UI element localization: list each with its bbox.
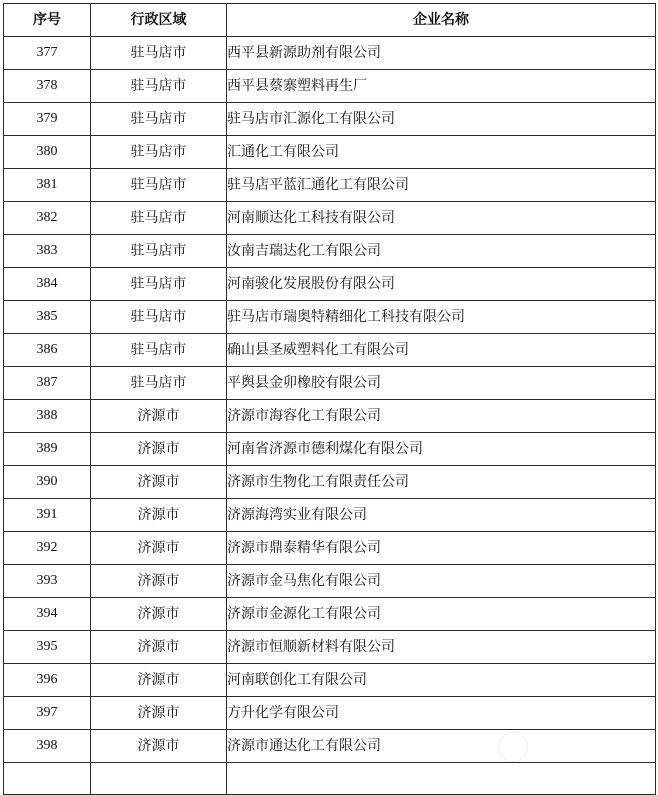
watermark-mark [498, 732, 528, 762]
row-region: 济源市 [91, 433, 227, 466]
header-company-name: 企业名称 [227, 4, 656, 37]
table-row [4, 268, 656, 301]
row-company-name: 济源市鼎泰精华有限公司 [227, 532, 656, 565]
row-company-name: 平舆县金卯橡胶有限公司 [227, 367, 656, 400]
row-region: 驻马店市 [91, 70, 227, 103]
table-row [4, 433, 656, 466]
row-company-name: 济源市金马焦化有限公司 [227, 565, 656, 598]
row-region: 济源市 [91, 466, 227, 499]
row-serial-number: 378 [4, 70, 91, 103]
table-row [4, 136, 656, 169]
row-region: 济源市 [91, 664, 227, 697]
row-company-name: 河南顺达化工科技有限公司 [227, 202, 656, 235]
row-serial-number: 386 [4, 334, 91, 367]
row-serial-number: 389 [4, 433, 91, 466]
row-company-name: 驻马店市瑞奥特精细化工科技有限公司 [227, 301, 656, 334]
table-row [4, 235, 656, 268]
row-region: 济源市 [91, 631, 227, 664]
row-company-name: 驻马店市汇源化工有限公司 [227, 103, 656, 136]
row-region: 济源市 [91, 499, 227, 532]
row-region: 驻马店市 [91, 334, 227, 367]
row-serial-number: 381 [4, 169, 91, 202]
table-row [4, 334, 656, 367]
row-serial-number: 390 [4, 466, 91, 499]
row-region: 驻马店市 [91, 136, 227, 169]
row-region: 驻马店市 [91, 103, 227, 136]
row-serial-number: 387 [4, 367, 91, 400]
row-serial-number: 394 [4, 598, 91, 631]
row-region: 济源市 [91, 400, 227, 433]
table-row [4, 631, 656, 664]
row-company-name: 济源市生物化工有限责任公司 [227, 466, 656, 499]
row-serial-number: 383 [4, 235, 91, 268]
row-serial-number [4, 763, 91, 795]
row-serial-number: 385 [4, 301, 91, 334]
table-row [4, 301, 656, 334]
row-serial-number: 379 [4, 103, 91, 136]
row-serial-number: 382 [4, 202, 91, 235]
row-serial-number: 395 [4, 631, 91, 664]
table-row [4, 103, 656, 136]
row-serial-number: 397 [4, 697, 91, 730]
table-row [4, 730, 656, 763]
table-body [4, 37, 656, 795]
table-row [4, 202, 656, 235]
row-serial-number: 384 [4, 268, 91, 301]
row-company-name: 济源市金源化工有限公司 [227, 598, 656, 631]
header-serial-number: 序号 [4, 4, 91, 37]
table-row [4, 466, 656, 499]
row-company-name: 西平县蔡寨塑料再生厂 [227, 70, 656, 103]
row-company-name [227, 763, 656, 795]
row-company-name: 汇通化工有限公司 [227, 136, 656, 169]
row-region [91, 763, 227, 795]
row-serial-number: 392 [4, 532, 91, 565]
table-row [4, 169, 656, 202]
row-region: 驻马店市 [91, 235, 227, 268]
row-region: 驻马店市 [91, 367, 227, 400]
row-serial-number: 388 [4, 400, 91, 433]
row-serial-number: 398 [4, 730, 91, 763]
row-company-name: 西平县新源助剂有限公司 [227, 37, 656, 70]
row-company-name: 济源海湾实业有限公司 [227, 499, 656, 532]
row-region: 济源市 [91, 565, 227, 598]
row-company-name: 河南联创化工有限公司 [227, 664, 656, 697]
row-company-name: 确山县圣威塑料化工有限公司 [227, 334, 656, 367]
row-region: 济源市 [91, 697, 227, 730]
table-header-row [4, 4, 656, 37]
table-row [4, 70, 656, 103]
table-row [4, 400, 656, 433]
table-row [4, 37, 656, 70]
company-list-table [3, 3, 656, 795]
row-region: 驻马店市 [91, 301, 227, 334]
table-row [4, 367, 656, 400]
row-serial-number: 380 [4, 136, 91, 169]
table-row [4, 664, 656, 697]
row-region: 驻马店市 [91, 37, 227, 70]
table-row [4, 565, 656, 598]
header-administrative-region: 行政区域 [91, 4, 227, 37]
row-serial-number: 391 [4, 499, 91, 532]
row-company-name: 驻马店平蓝汇通化工有限公司 [227, 169, 656, 202]
table-row [4, 598, 656, 631]
row-region: 济源市 [91, 730, 227, 763]
table-row [4, 697, 656, 730]
row-company-name: 河南省济源市德利煤化有限公司 [227, 433, 656, 466]
row-serial-number: 396 [4, 664, 91, 697]
row-serial-number: 393 [4, 565, 91, 598]
table-row [4, 763, 656, 795]
row-serial-number: 377 [4, 37, 91, 70]
row-company-name: 济源市恒顺新材料有限公司 [227, 631, 656, 664]
table-row [4, 532, 656, 565]
row-company-name: 汝南吉瑞达化工有限公司 [227, 235, 656, 268]
row-region: 驻马店市 [91, 268, 227, 301]
row-company-name: 济源市通达化工有限公司 [227, 730, 656, 763]
row-region: 驻马店市 [91, 169, 227, 202]
row-company-name: 河南骏化发展股份有限公司 [227, 268, 656, 301]
row-region: 济源市 [91, 598, 227, 631]
row-company-name: 方升化学有限公司 [227, 697, 656, 730]
row-region: 驻马店市 [91, 202, 227, 235]
row-region: 济源市 [91, 532, 227, 565]
table-row [4, 499, 656, 532]
row-company-name: 济源市海容化工有限公司 [227, 400, 656, 433]
